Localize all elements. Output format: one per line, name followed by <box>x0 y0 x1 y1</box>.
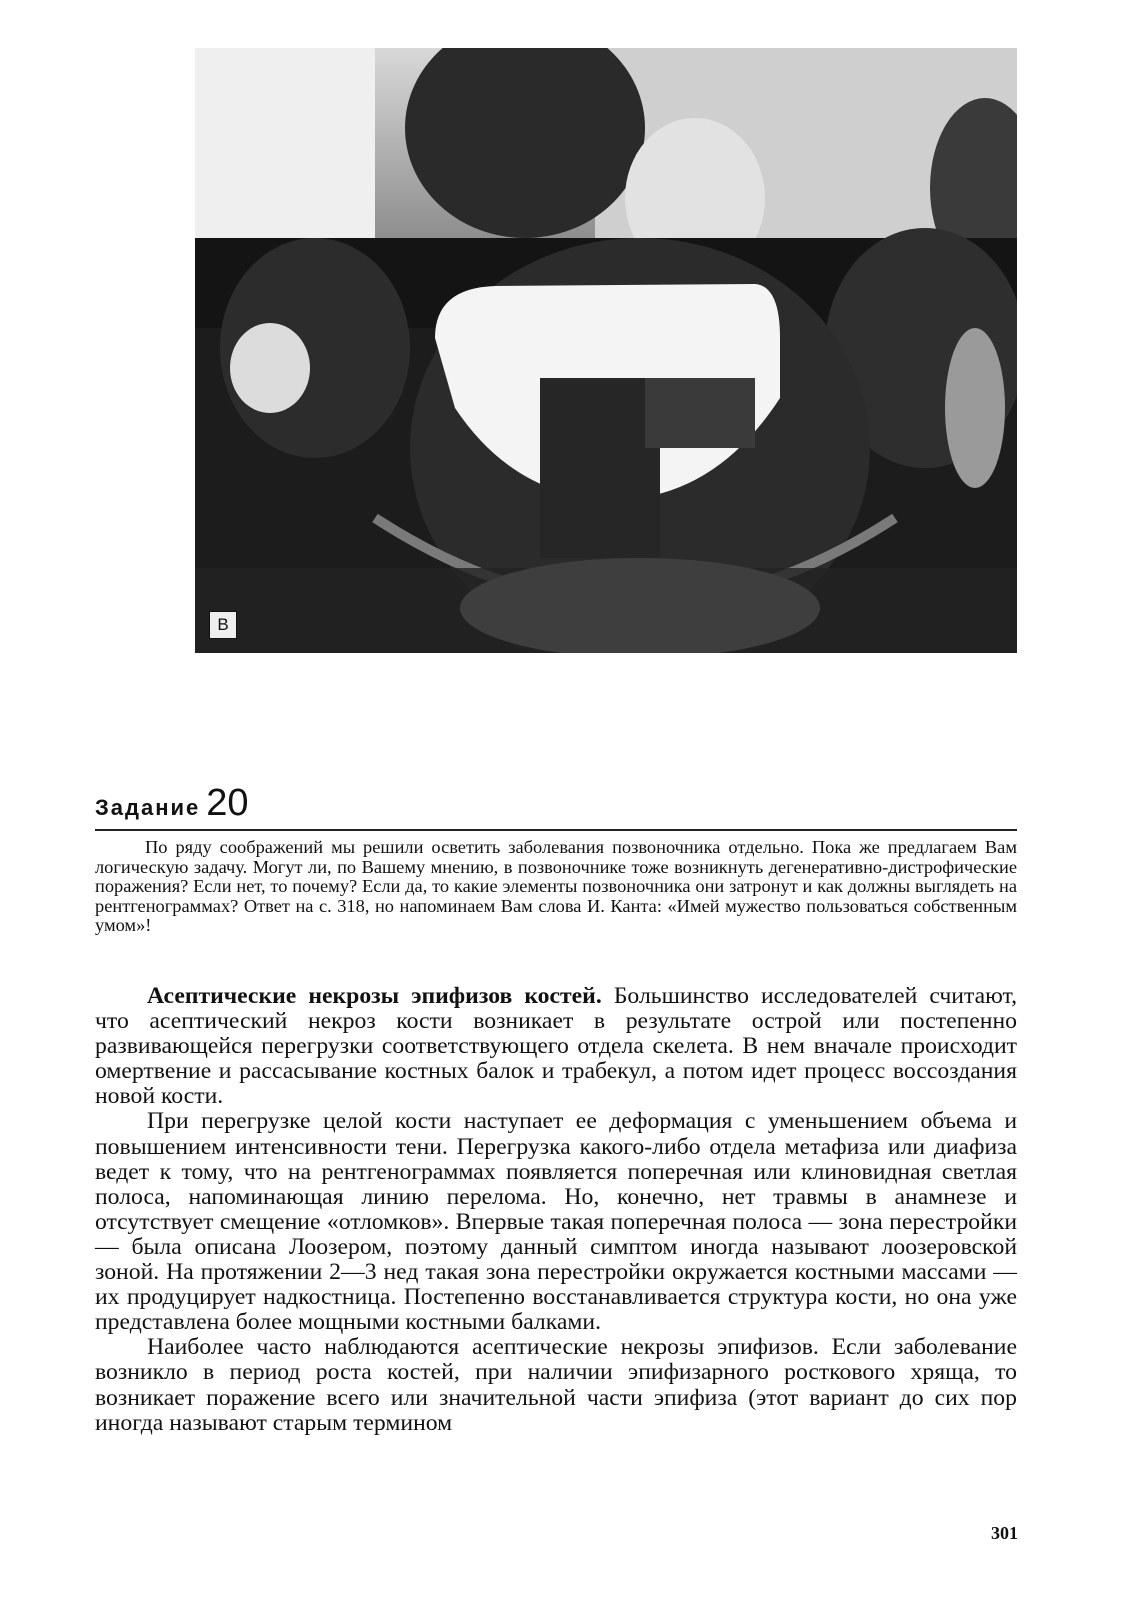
task-divider <box>95 829 1017 831</box>
article-paragraph-1-text: Большинство исследователей считают, что асептический некроз кости возникает в результате острой или постепенно развивающейся перегрузки соответствующего отдела скелета. В нем вначале происходит омертвение и рассасывание костных балок и трабекул, а потом идет процесс воссоздания новой кости. <box>95 983 1018 1110</box>
figure-label: В <box>209 611 237 639</box>
task-heading-number: 20 <box>206 782 249 824</box>
article-paragraph-2: При перегрузке целой кости наступает ее деформация с уменьшением объема и повышением интенсивности тени. Перегрузка какого-либо отдела метафиза или диафиза ведет к тому, что на рентгенограммах появляется поперечная или клиновидная светлая полоса, напоминающая линию перелома. Но, конечно, нет травмы в анамнезе и отсутствует смещение «отломков». Впервые такая поперечная полоса — зона перестройки — была описана Лоозером, поэтому данный симптом иногда называют лоозеровской зоной. На протяжении 2—3 нед такая зона перестройки окружается костными массами — их продуцирует надкостница. Постепенно восстанавливается структура кости, но она уже представлена более мощными костными балками. <box>95 1108 1017 1336</box>
page-number: 301 <box>991 1523 1018 1543</box>
task-heading-word: Задание <box>95 795 201 820</box>
task-heading <box>95 782 249 828</box>
section-heading: Асептические некрозы эпифизов костей. <box>147 983 602 1009</box>
xray-image <box>195 48 1017 653</box>
task-text-block <box>95 838 1017 936</box>
task-paragraph: По ряду соображений мы решили осветить заболевания позвоночника отдельно. Пока же предлагаем Вам логическую задачу. Могут ли, по Вашему мнению, в позвоночнике тоже возникнуть дегенеративно-дистрофические поражения? Если нет, то почему? Если да, то какие элементы позвоночника они затронут и как должны выглядеть на рентгенограммах? Ответ на с. 318, но напоминаем Вам слова И. Канта: «Имей мужество пользоваться собственным умом»! <box>95 837 1017 936</box>
article-body <box>95 984 1017 1436</box>
xray-figure <box>195 48 1017 653</box>
article-paragraph-1 <box>95 984 1017 1109</box>
article-paragraph-3: Наиболее часто наблюдаются асептические некрозы эпифизов. Если заболевание возникло в период роста костей, при наличии эпифизарного росткового хряща, то возникает поражение всего или значительной части эпифиза (этот вариант до сих пор иногда называют старым термином <box>95 1334 1017 1436</box>
